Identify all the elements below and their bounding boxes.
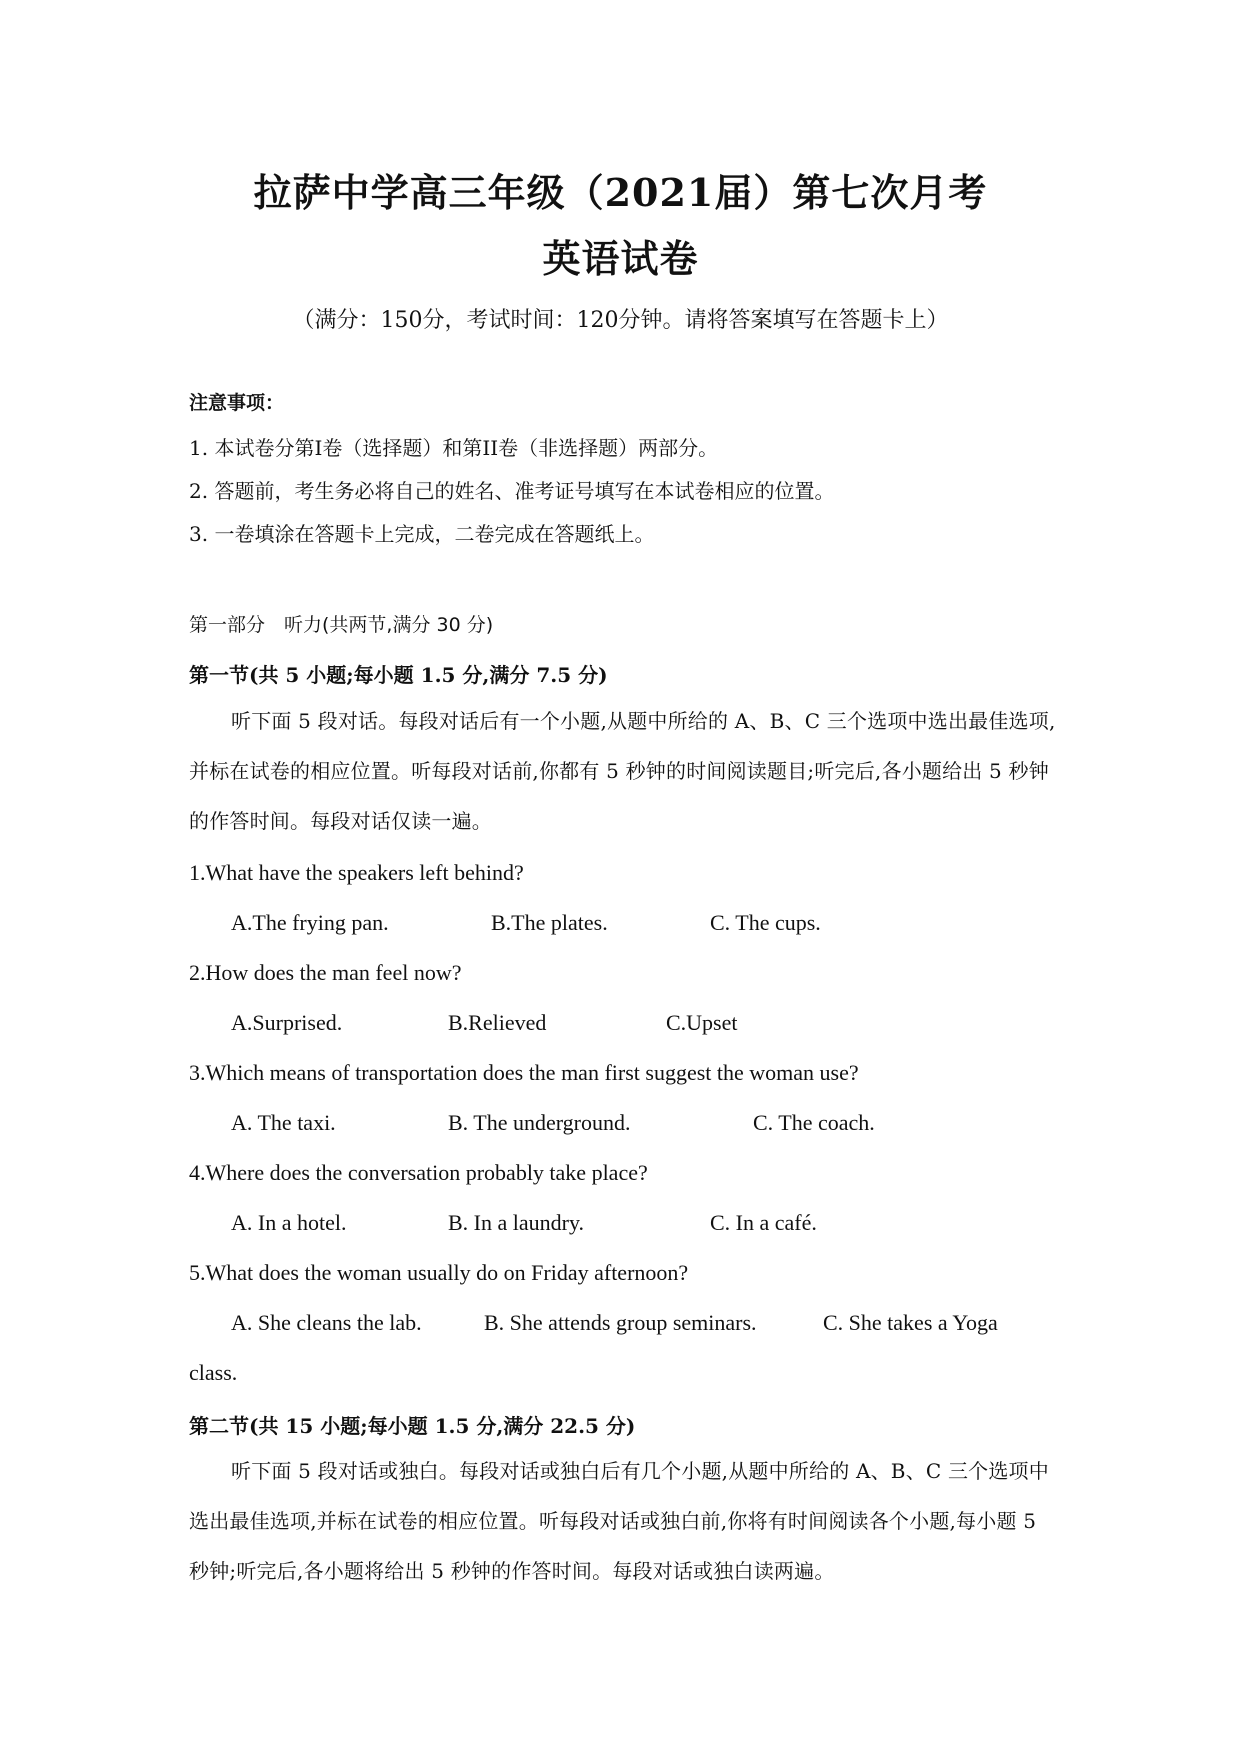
- question-1-option-c: C. The cups.: [710, 910, 821, 935]
- question-3-stem: 3.Which means of transportation does the man first suggest the woman use?: [189, 1060, 859, 1085]
- question-3-option-b: B. The underground.: [448, 1110, 631, 1135]
- exam-subject-title: 英语试卷: [542, 236, 699, 281]
- question-2-option-b: B.Relieved: [448, 1010, 547, 1035]
- question-2-option-a: A.Surprised.: [231, 1010, 343, 1035]
- notice-heading: 注意事项：: [189, 392, 285, 414]
- question-1-option-a: A.The frying pan.: [231, 910, 389, 935]
- question-2-option-c: C.Upset: [666, 1010, 738, 1035]
- question-4-option-b: B. In a laundry.: [448, 1210, 585, 1235]
- question-2-stem: 2.How does the man feel now?: [189, 960, 462, 985]
- question-1-option-b: B.The plates.: [491, 910, 608, 935]
- section2-instructions: 听下面 5 段对话或独白。每段对话或独白后有几个小题,从题中所给的 A、B、C 三个选项中选出最佳选项,并标在试卷的相应位置。听每段对话或独白前,你将有时间阅读各个小题,每小题 5 秒钟;听完后,各小题将给出 5 秒钟的作答时间。每段对话或独白读两遍。: [189, 1459, 1049, 1583]
- question-5-option-c: C. She takes a Yoga: [823, 1310, 998, 1335]
- notice-item-1: 1. 本试卷分第I卷（选择题）和第II卷（非选择题）两部分。: [189, 436, 719, 460]
- notice-item-2: 2. 答题前，考生务必将自己的姓名、准考证号填写在本试卷相应的位置。: [189, 479, 835, 503]
- question-4-option-c: C. In a café.: [710, 1210, 817, 1235]
- question-5-option-b: B. She attends group seminars.: [484, 1310, 757, 1335]
- question-5-option-a: A. She cleans the lab.: [231, 1310, 422, 1335]
- question-5-option-c-wrap: class.: [189, 1360, 238, 1385]
- notice-item-3: 3. 一卷填涂在答题卡上完成，二卷完成在答题纸上。: [189, 522, 655, 546]
- question-4-stem: 4.Where does the conversation probably take place?: [189, 1160, 648, 1185]
- question-3-option-c: C. The coach.: [753, 1110, 875, 1135]
- exam-info: （满分：150分，考试时间：120分钟。请将答案填写在答题卡上）: [292, 308, 949, 333]
- section2-heading: 第二节(共 15 小题;每小题 1.5 分,满分 22.5 分): [189, 1414, 636, 1438]
- part1-heading: 第一部分 听力(共两节,满分 30 分): [189, 614, 494, 636]
- question-4-option-a: A. In a hotel.: [231, 1210, 347, 1235]
- question-5-stem: 5.What does the woman usually do on Friday afternoon?: [189, 1260, 689, 1285]
- exam-title: 拉萨中学高三年级（2021届）第七次月考: [253, 170, 988, 215]
- question-3-option-a: A. The taxi.: [231, 1110, 336, 1135]
- section1-heading: 第一节(共 5 小题;每小题 1.5 分,满分 7.5 分): [189, 663, 608, 687]
- question-1-stem: 1.What have the speakers left behind?: [189, 860, 524, 885]
- section1-instructions: 听下面 5 段对话。每段对话后有一个小题,从题中所给的 A、B、C 三个选项中选出最佳选项,并标在试卷的相应位置。听每段对话前,你都有 5 秒钟的时间阅读题目;听完后,各小题给出 5 秒钟的作答时间。每段对话仅读一遍。: [189, 709, 1056, 833]
